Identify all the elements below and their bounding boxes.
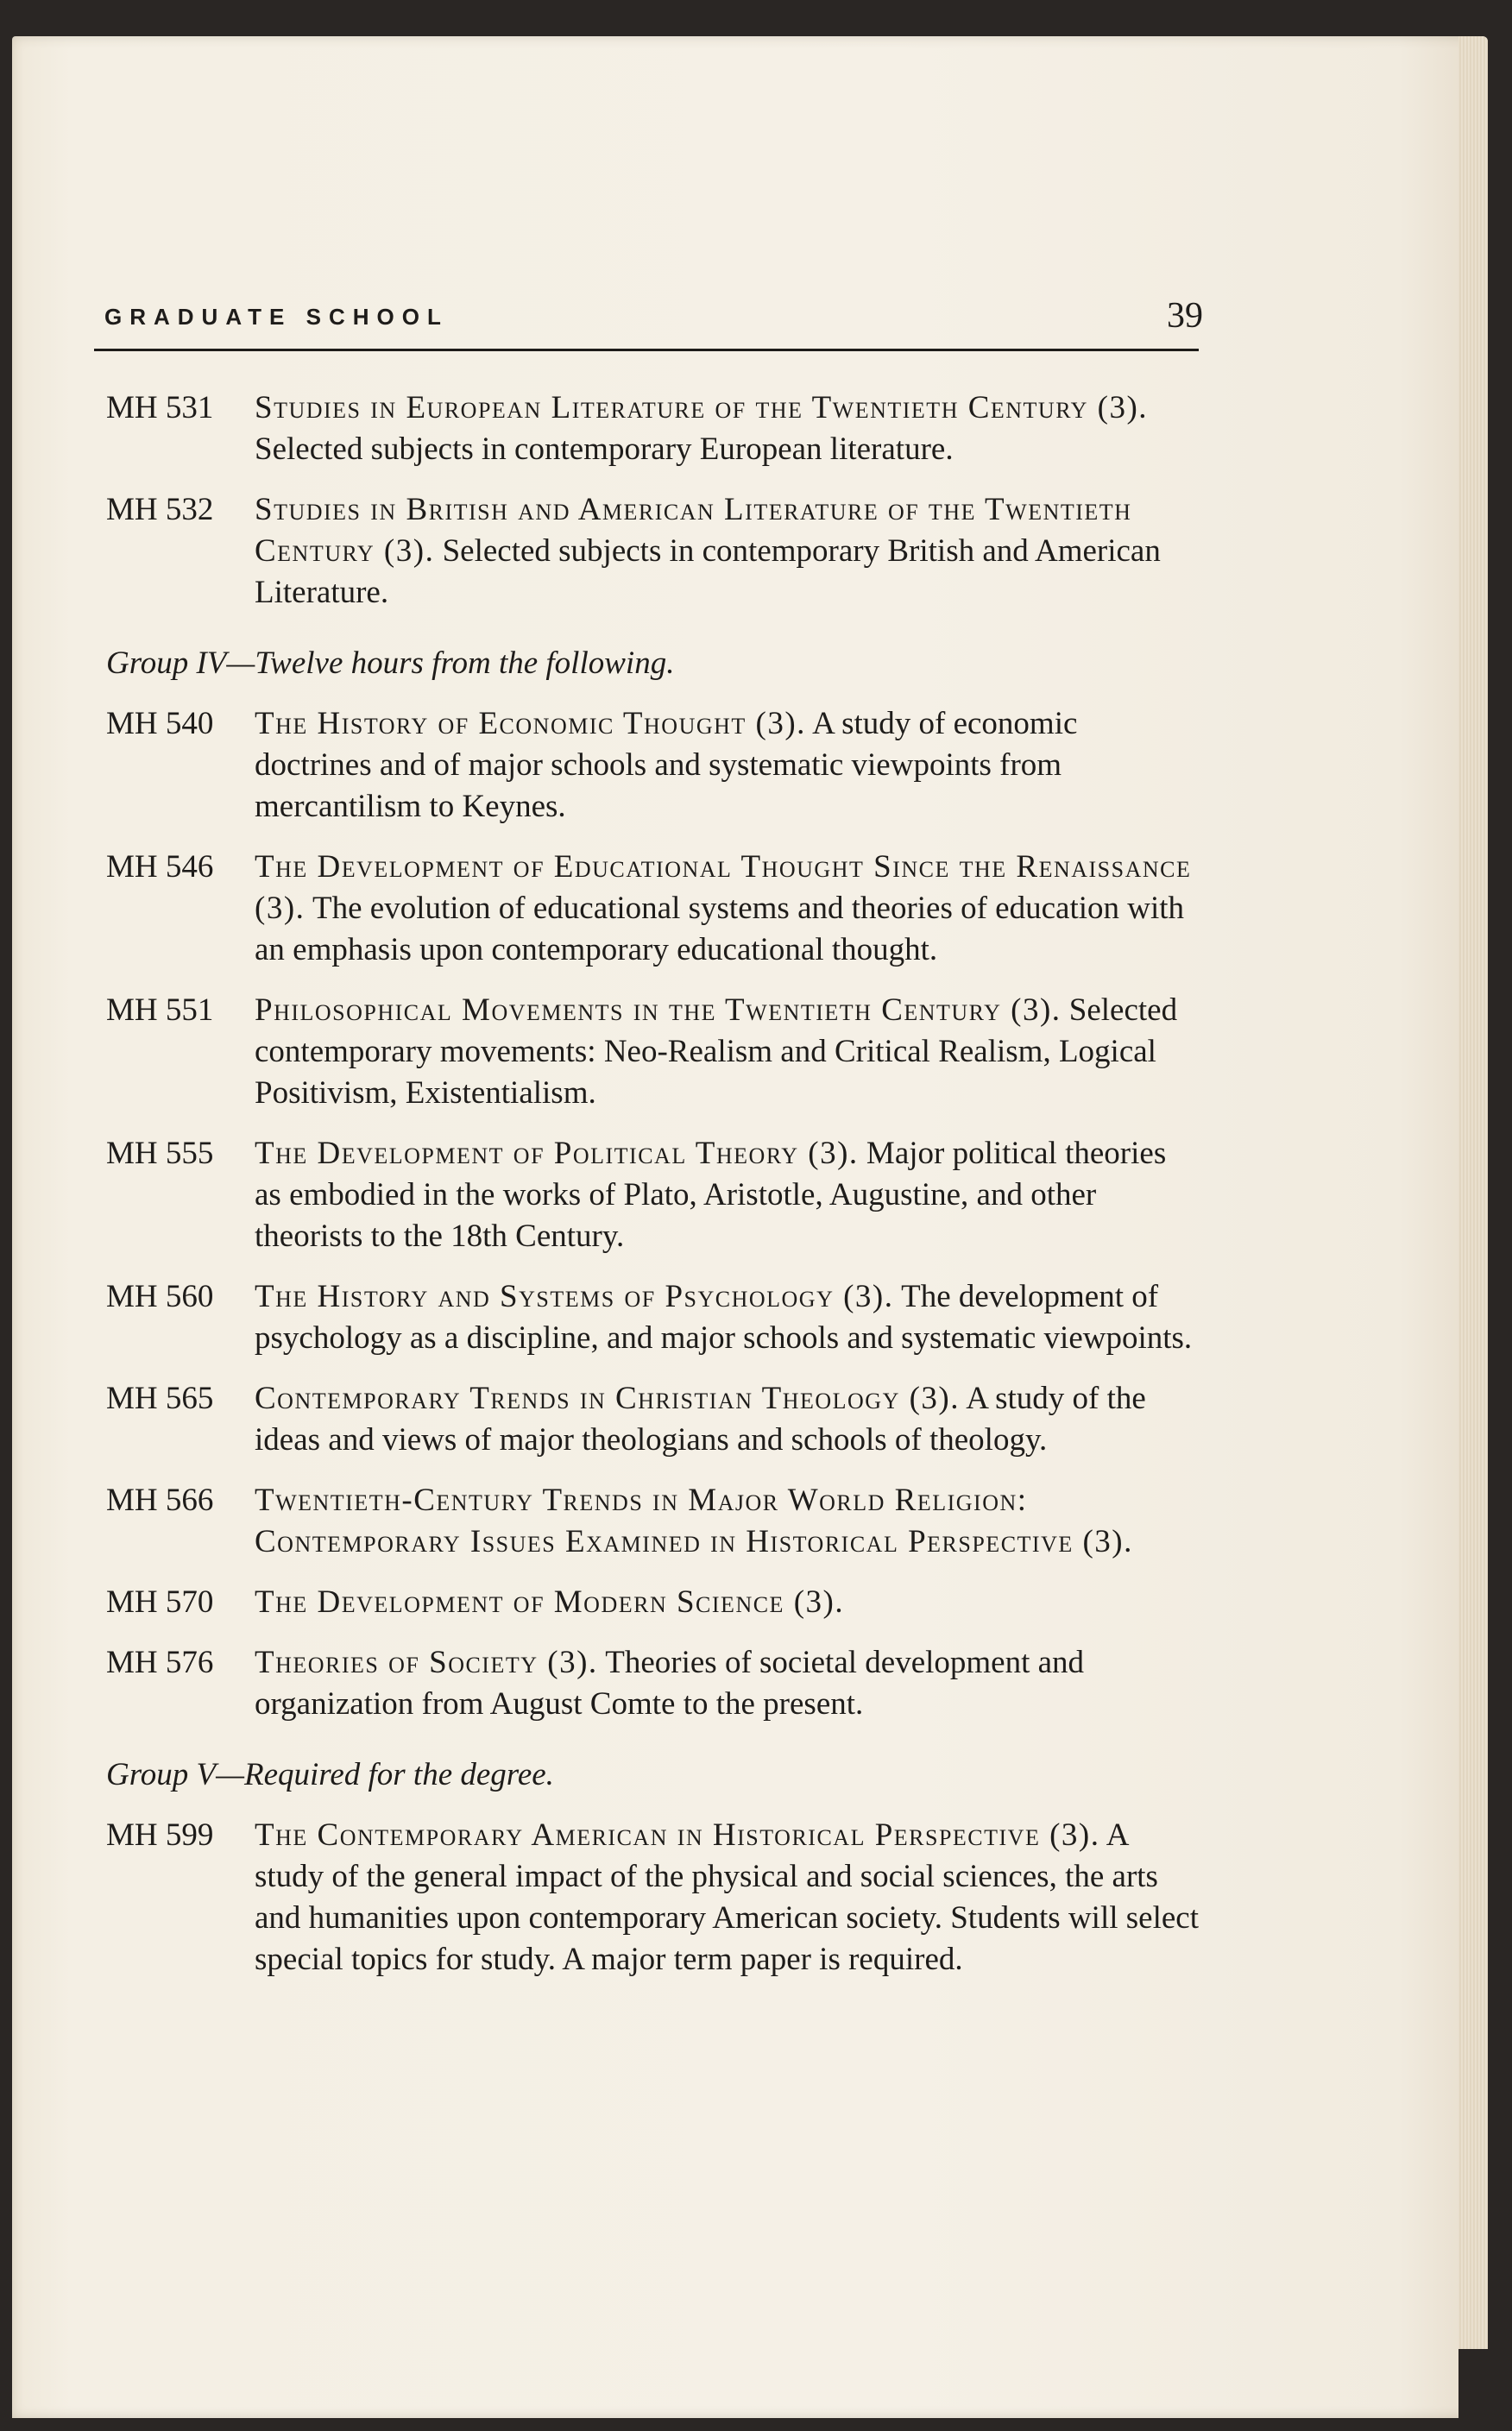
course-body <box>255 990 1199 1114</box>
course-body <box>255 1276 1199 1359</box>
course-description: Selected subjects in contemporary European literature. <box>255 431 954 467</box>
course-description: A study of the ideas and views of major theologians and schools of theology. <box>255 1381 1146 1458</box>
course-description: A study of economic doctrines and of major schools and systematic viewpoints from mercantilism to Keynes. <box>255 706 1078 824</box>
course-title: The Development of Modern Science (3). <box>255 1584 845 1620</box>
course-title: Philosophical Movements in the Twentieth Century (3). <box>255 992 1062 1028</box>
course-code: MH 551 <box>106 992 214 1028</box>
running-head <box>94 278 1203 351</box>
course-body <box>255 489 1199 614</box>
course-description: Theories of societal development and organization from August Comte to the present. <box>255 1645 1085 1722</box>
group-v-heading: Group V—Required for the degree. <box>106 1757 554 1792</box>
course-body <box>255 1642 1199 1725</box>
course-title: The History of Economic Thought (3). <box>255 706 806 741</box>
course-title: Theories of Society (3). <box>255 1645 598 1680</box>
course-description: Selected subjects in contemporary British and American Literature. <box>255 533 1161 610</box>
course-body <box>255 847 1199 971</box>
course-entry <box>94 1480 1199 1563</box>
course-code: MH 599 <box>106 1817 214 1853</box>
course-code: MH 555 <box>106 1136 214 1171</box>
course-list <box>94 387 1199 1981</box>
course-title: Contemporary Trends in Christian Theology (3). <box>255 1381 960 1416</box>
course-title: The Development of Educational Thought Since the Renaissance (3). <box>255 849 1192 926</box>
course-entry <box>94 703 1199 828</box>
course-description: Selected contemporary movements: Neo-Realism and Critical Realism, Logical Positivism, Existentialism. <box>255 992 1178 1111</box>
course-entry <box>94 990 1199 1114</box>
book-page <box>12 36 1488 2418</box>
course-description: The development of psychology as a discipline, and major schools and systematic viewpoints. <box>255 1279 1193 1356</box>
course-description: A study of the general impact of the physical and social sciences, the arts and humanities upon contemporary American society. Students will select special topics for study. A major term paper is required. <box>255 1817 1199 1977</box>
course-title: The History and Systems of Psychology (3). <box>255 1279 894 1314</box>
course-code: MH 576 <box>106 1645 214 1680</box>
course-entry <box>94 387 1199 470</box>
course-code: MH 560 <box>106 1279 214 1314</box>
course-body <box>255 1815 1199 1981</box>
course-entry <box>94 1276 1199 1359</box>
course-entry <box>94 847 1199 971</box>
course-body <box>255 1582 1199 1623</box>
course-title: Twentieth-Century Trends in Major World Religion: Contemporary Issues Examined in Historical Perspective (3). <box>255 1483 1133 1559</box>
course-body <box>255 387 1199 470</box>
course-code: MH 566 <box>106 1483 214 1518</box>
course-code: MH 546 <box>106 849 214 885</box>
course-code: MH 540 <box>106 706 214 741</box>
page-content <box>94 278 1203 2000</box>
course-title: Studies in European Literature of the Twentieth Century (3). <box>255 390 1149 425</box>
group-iv-heading: Group IV—Twelve hours from the following. <box>106 646 675 681</box>
course-title: The Contemporary American in Historical Perspective (3). <box>255 1817 1100 1853</box>
course-body <box>255 1378 1199 1461</box>
course-title: The Development of Political Theory (3). <box>255 1136 859 1171</box>
course-description: Major political theories as embodied in the works of Plato, Aristotle, Augustine, and other theorists to the 18th Century. <box>255 1136 1167 1254</box>
course-body <box>255 703 1199 828</box>
course-body <box>255 1133 1199 1257</box>
course-code: MH 531 <box>106 390 214 425</box>
page-edges <box>1458 36 1488 2418</box>
course-entry <box>94 489 1199 614</box>
course-code: MH 532 <box>106 492 214 527</box>
page-number: 39 <box>1167 296 1203 336</box>
running-title: GRADUATE SCHOOL <box>104 304 449 330</box>
course-entry <box>94 1133 1199 1257</box>
course-entry <box>94 1815 1199 1981</box>
course-entry <box>94 1642 1199 1725</box>
course-entry <box>94 1378 1199 1461</box>
course-body <box>255 1480 1199 1563</box>
course-code: MH 565 <box>106 1381 214 1416</box>
course-code: MH 570 <box>106 1584 214 1620</box>
course-description: The evolution of educational systems and theories of education with an emphasis upon contemporary educational thought. <box>255 891 1185 967</box>
course-title: Studies in British and American Literature of the Twentieth Century (3). <box>255 492 1132 569</box>
course-entry <box>94 1582 1199 1623</box>
